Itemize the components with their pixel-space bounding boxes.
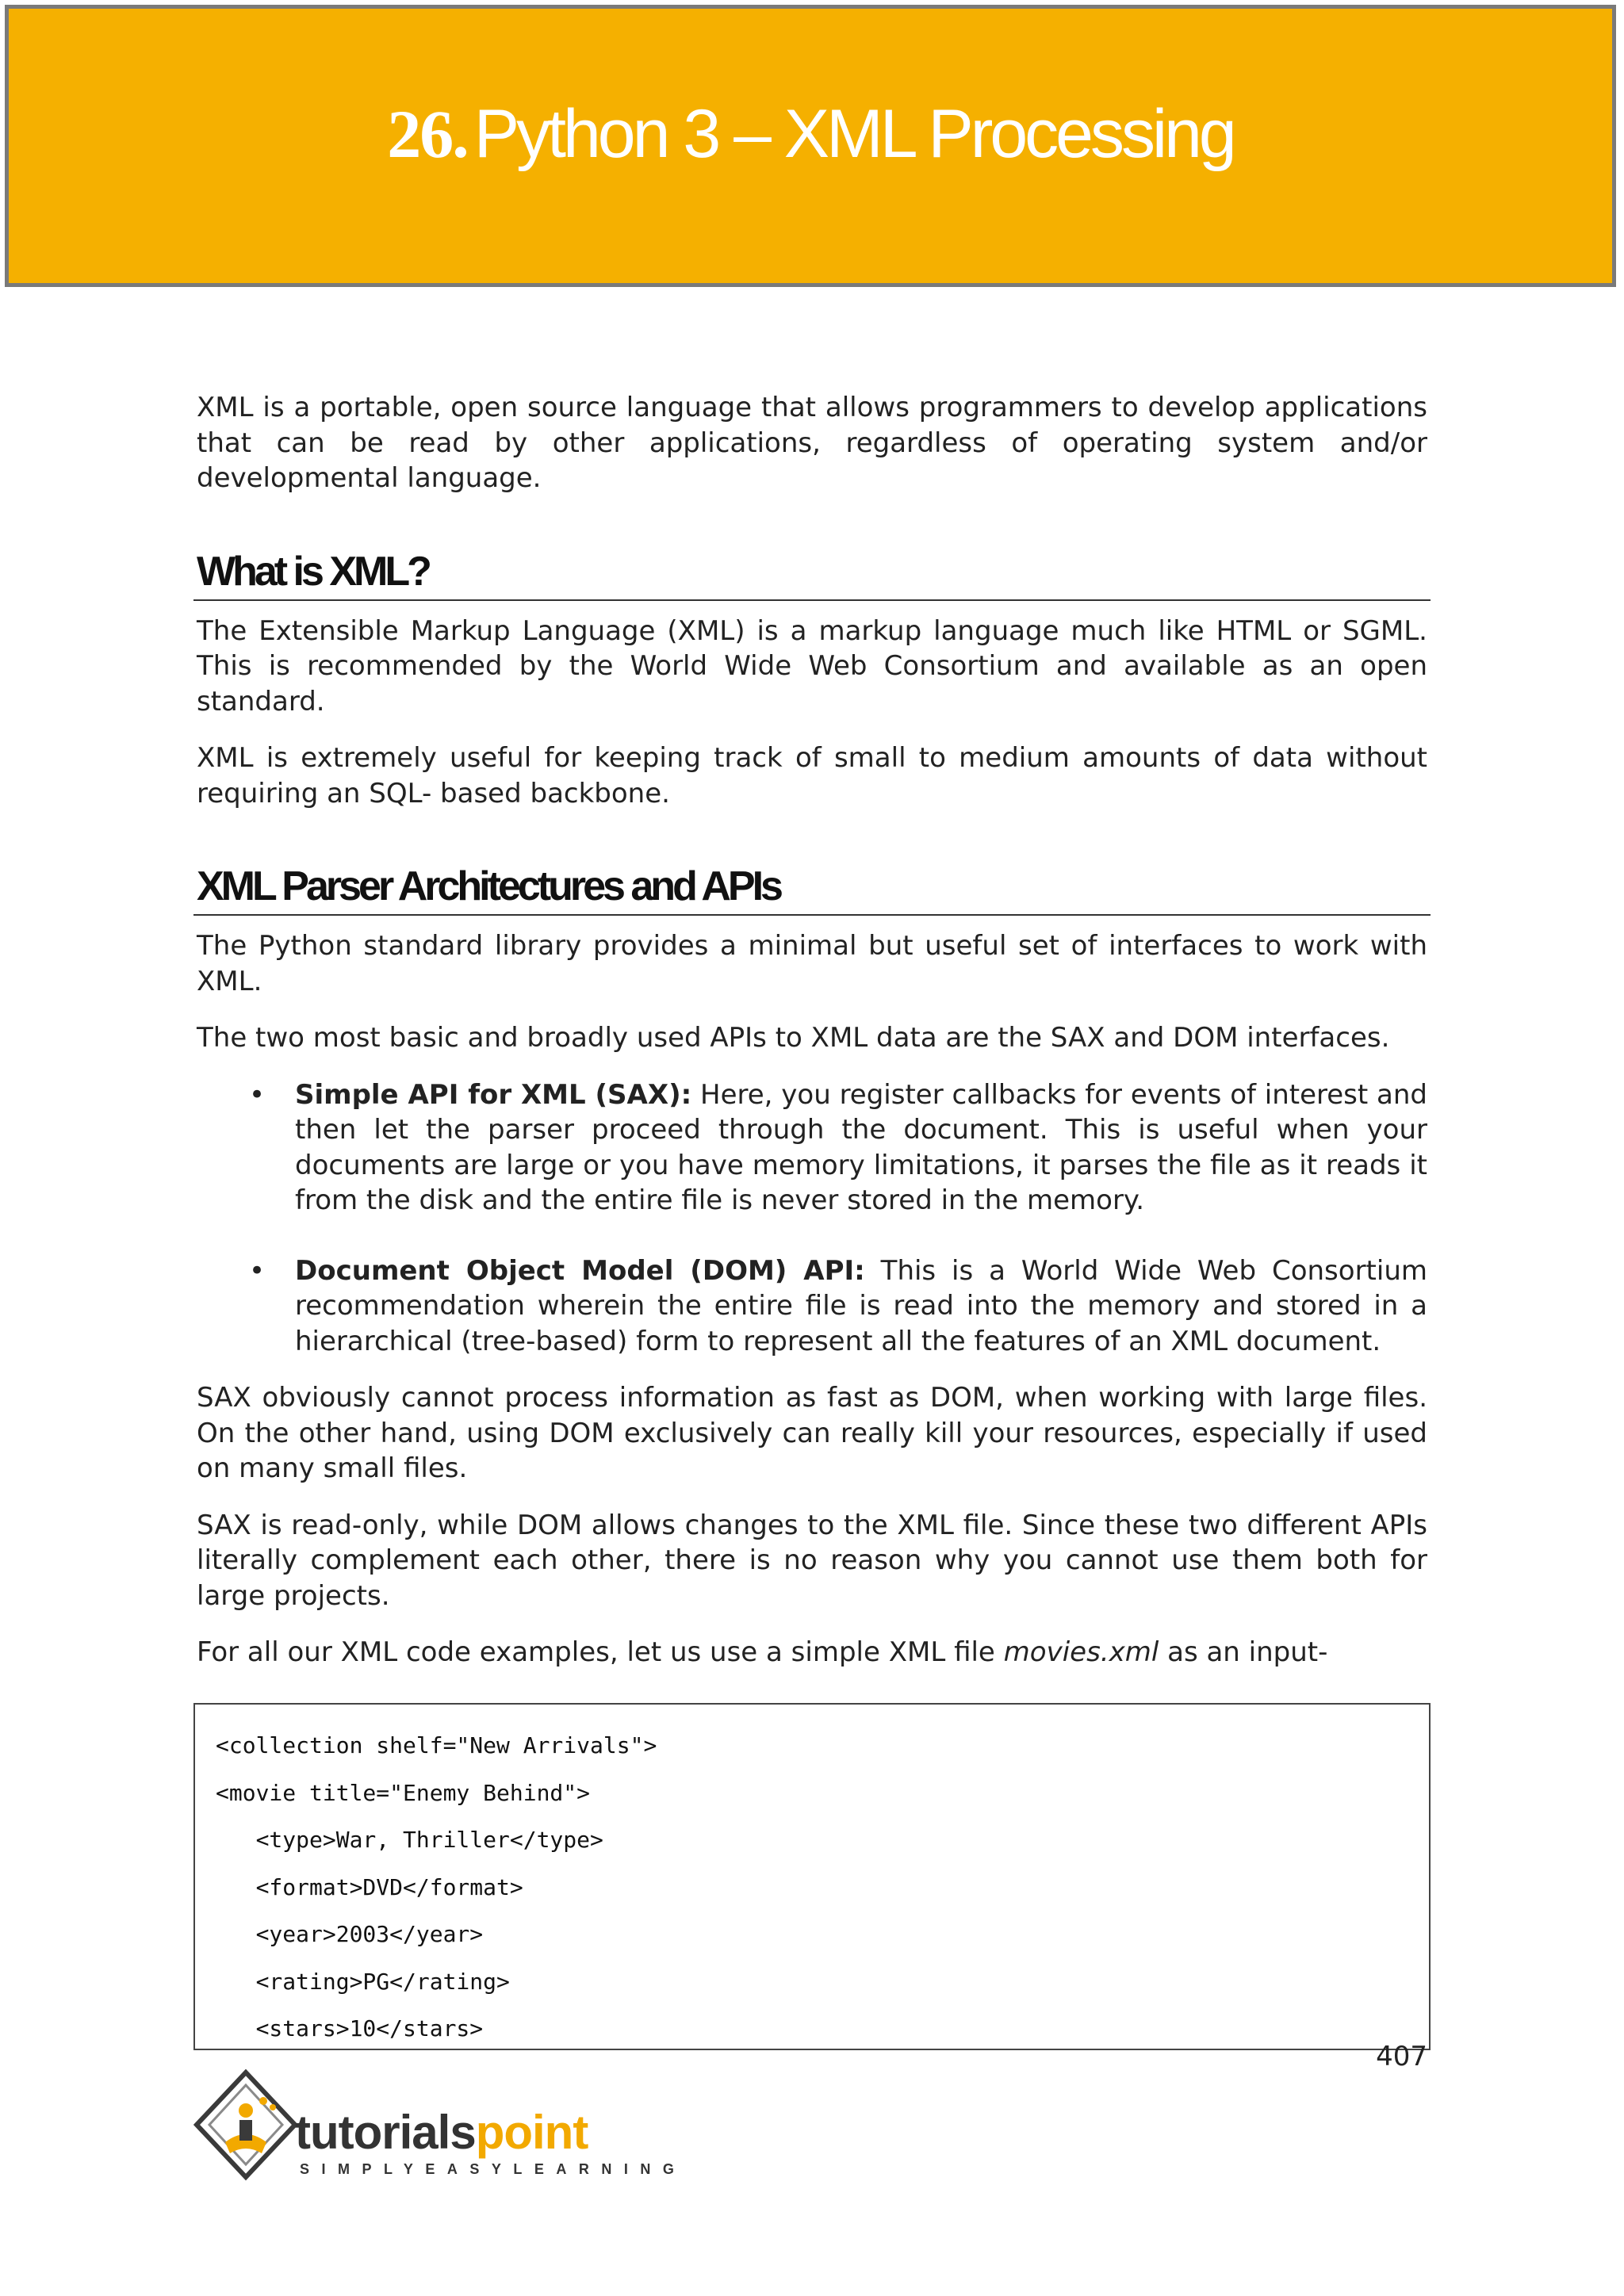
list-item [197,1077,1427,1219]
code-line: <type>War, Thriller</type> [216,1827,603,1853]
bullet-term: Simple API for XML (SAX): [295,1078,692,1111]
logo-wordmark [295,2107,588,2158]
code-line: <movie title="Enemy Behind"> [216,1779,591,1806]
paragraph: SAX obviously cannot process information as fast as DOM, when working with large files. On the other hand, using DOM exclusively can really kill your resources, especially if used on many small files. [197,1382,1427,1484]
section-heading-parser-architectures: XML Parser Architectures and APIs [193,860,1431,916]
paragraph: The two most basic and broadly used APIs to XML data are the SAX and DOM interfaces. [197,1022,1390,1054]
chapter-banner [5,5,1616,287]
page-content [197,390,1427,1692]
section-heading-what-is-xml: What is XML? [193,545,1431,601]
example-suffix: as an input- [1159,1636,1328,1668]
bullet-text: This is a World Wide Web Consortium recommendation wherein the entire file is read into the memory and stored in a hierarchical (tree-based) form to represent all the features of an XML document. [295,1254,1427,1357]
code-line: <stars>10</stars> [216,2015,484,2042]
paragraph: The Python standard library provides a minimal but useful set of interfaces to work with XML. [197,930,1427,997]
paragraph: The Extensible Markup Language (XML) is a markup language much like HTML or SGML. This is recommended by the World Wide Web Consortium and available as an open standard. [197,614,1427,718]
code-line: <year>2003</year> [216,1921,484,1947]
paragraph: XML is extremely useful for keeping track of small to medium amounts of data without requiring an SQL- based backbone. [197,742,1427,809]
code-line: <rating>PG</rating> [216,1968,510,1995]
tutorialspoint-logo [193,2069,687,2204]
code-block [193,1703,1431,2050]
list-item [197,1253,1427,1360]
example-intro-paragraph [197,1635,1427,1670]
bullet-term: Document Object Model (DOM) API: [295,1254,865,1287]
bullet-icon: • [249,1254,266,1287]
intro-paragraph: XML is a portable, open source language that allows programmers to develop applications that can be read by other applications, regardless of operating system and/or developmental language. [197,392,1427,494]
bullet-text: Here, you register callbacks for events of interest and then let the parser proceed through the document. This is useful when your documents are large or you have memory limitations, it parses the file as it reads it from the disk and the entire file is never stored in the memory. [295,1078,1428,1216]
paragraph: SAX is read-only, while DOM allows changes to the XML file. Since these two different APIs literally complement each other, there is no reason why you cannot use them both for large projects. [197,1509,1427,1612]
code-line: <format>DVD</format> [216,1873,523,1900]
bullet-icon: • [249,1078,266,1111]
example-filename: movies.xml [1003,1636,1159,1668]
logo-brand-accent: point [475,2106,588,2159]
api-bullet-list [197,1077,1427,1360]
chapter-title-text: Python 3 – XML Processing [473,96,1234,172]
logo-tagline: SIMPLYEASYLEARNING [300,2161,687,2177]
example-prefix: For all our XML code examples, let us use a simple XML file [197,1636,1004,1668]
chapter-title [9,94,1612,174]
code-line: <collection shelf="New Arrivals"> [216,1732,657,1758]
logo-brand-main: tutorials [295,2106,476,2159]
logo-emblem-icon [193,2069,304,2204]
chapter-number: 26. [387,96,468,172]
page-number: 407 [1376,2041,1427,2072]
